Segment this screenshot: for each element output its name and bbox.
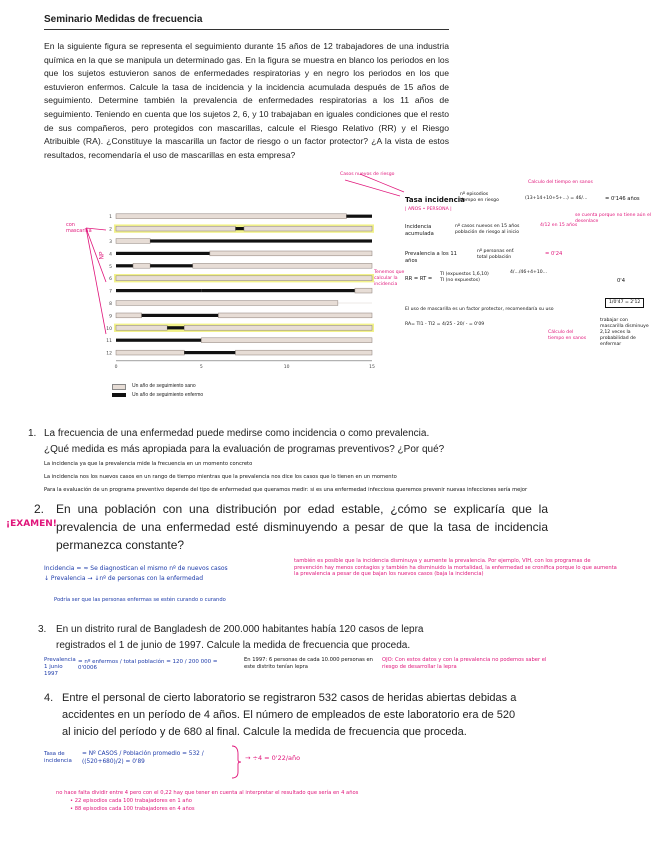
question-3-number: 3.: [38, 624, 47, 635]
mag-note-top: Calculo del tiempo en sanos: [528, 180, 593, 185]
question-2: [34, 500, 548, 554]
q4-mag-result: → ÷4 = 0'22/año: [245, 754, 301, 762]
sick-segment: [346, 215, 372, 218]
tasa-formula-top: nº episodios tiempo en riesgo: [460, 192, 499, 203]
subject-row-12: [106, 350, 372, 356]
q3-mag-note: OJO: Con estos datos y con la prevalencia no podemos saber el riesgo de desarrollar la lepra: [382, 657, 547, 670]
healthy-segment: [218, 313, 372, 318]
q2-hand-1: Incidencia = ≈ Se diagnostican el mismo nº de nuevos casos: [44, 565, 228, 572]
rr-formula: TI (expuestos 1,6,10) TI (no expuestos): [440, 272, 489, 283]
q1-answer-1: La incidencia ya que la prevalencia mide la frecuencia en un momento concreto: [44, 461, 253, 467]
subject-row-1: [109, 214, 372, 220]
x-tick-label: 10: [283, 364, 290, 370]
q4-mag-note-2: • 22 episodios cada 100 trabajadores en 1 año: [70, 798, 192, 804]
question-2-text: En una población con una distribución por edad estable, ¿cómo se explicaría que la prevalencia de una enfermedad esté disminuyendo a pesar de que la tasa de incidencia permanezca constante?: [56, 502, 548, 552]
mascarilla-conclusion: El uso de mascarilla es un factor protector, recomendaría su uso: [405, 307, 554, 312]
sick-segment: [116, 339, 201, 342]
healthy-segment: [355, 288, 372, 293]
ra-note: trabajar con mascarilla disminuye 2,12 veces la probabilidad de enfermar: [600, 318, 649, 347]
subject-row-2: [109, 224, 374, 232]
sick-segment: [235, 227, 244, 230]
legend-healthy-label: Un año de seguimiento sano: [132, 383, 196, 389]
question-3-text: En un distrito rural de Bangladesh de 200.000 habitantes había 120 casos de lepra registrados el 1 de junio de 1997. Calcule la medida de frecuencia que proceda.: [56, 624, 424, 651]
title-divider: [44, 29, 449, 30]
mag-note-calc: Cálculo del tiempo en sanos: [548, 330, 587, 341]
row-label: 12: [106, 351, 112, 357]
q2-blue-answer: Podría ser que las personas enfermas se estén curando o curando: [54, 597, 226, 603]
prevalencia-label: Prevalencia a los 11 años: [405, 251, 457, 264]
sick-segment: [116, 264, 133, 267]
question-1-text: La frecuencia de una enfermedad puede medirse como incidencia o como prevalencia. ¿Qué medida es más apropiada para la evaluación de programas preventivos? ¿Por qué?: [44, 428, 445, 455]
legend-sick-swatch: [112, 393, 126, 397]
question-1: [28, 426, 449, 457]
rr-result: 0'4: [617, 278, 626, 284]
q3-hand-eq: = nº enfermos / total población = 120 / 200 000 = 0'0006: [78, 659, 218, 671]
rr-formula-den: 4/.../46+4+10...: [510, 270, 548, 275]
q3-black-note: En 1997: 6 personas de cada 10.000 personas en este distrito tenían lepra: [244, 657, 373, 670]
sick-segment: [167, 326, 184, 329]
sick-segment: [201, 289, 355, 292]
subject-row-4: [109, 251, 372, 257]
row-label: 9: [109, 314, 112, 320]
healthy-segment: [116, 239, 150, 244]
q4-mag-note-3: • 88 episodios cada 100 trabajadores en 4 años: [70, 806, 195, 812]
incid-acum-result: 4/12 en 15 años: [540, 223, 578, 228]
subject-row-8: [109, 301, 372, 307]
tasa-sub-label: | AÑOS • PERSONA |: [405, 207, 452, 212]
row-label: 1: [109, 215, 112, 221]
question-4: [44, 690, 522, 741]
q4-mag-note-1: no hace falta dividir entre 4 pero con el 0,22 hay que tener en cuenta al interpretar el resultado que sería en 4 años: [56, 790, 359, 796]
mag-note-left-top: Casos nuevos de riesgo: [340, 172, 395, 177]
figure-axis: [115, 361, 375, 370]
healthy-segment: [116, 325, 167, 330]
healthy-segment: [244, 226, 372, 231]
q2-mag-answer: también es posible que la incidencia disminuya y aumente la prevalencia. Por ejemplo, VIH, con los programas de prevención hay menos contagios y también ha disminuido la mortalidad, la enfermedad se cronifica porque lo que aumenta la prevalencia a pesar de que bajan los nuevos casos (baja la incidencia): [294, 558, 617, 578]
q4-brace: [230, 744, 242, 780]
q4-hand-eq: = Nº CASOS / Población promedio = 532 / ((520+680)/2) = 0'89: [82, 751, 204, 765]
question-4-text: Entre el personal de cierto laboratorio se registraron 532 casos de heridas abiertas debidas a accidentes en un período de 4 años. El número de empleados de este laboratorio era de 520 al inicio del período y de 680 al final. Calcule la medida de frecuencia que proceda.: [62, 692, 517, 738]
healthy-segment: [193, 263, 372, 268]
q4-mag-note-3-text: 88 episodios cada 100 trabajadores en 4 años: [74, 806, 195, 812]
sick-segment: [150, 264, 193, 267]
page-title: Seminario Medidas de frecuencia: [44, 14, 203, 25]
tasa-formula-den: (13+14+10+5+...) = 46/...: [525, 196, 588, 201]
subject-row-3: [109, 239, 372, 245]
sick-segment: [116, 289, 201, 292]
x-tick-label: 5: [199, 364, 203, 370]
healthy-segment: [116, 276, 372, 281]
tasa-result: = 0'146 años: [605, 196, 640, 202]
subject-row-5: [109, 263, 372, 269]
q1-answer-3: Para la evaluación de un programa preventivo depende del tipo de enfermedad que queramos medir: si es una enfermedad infecciosa queremos prevenir nuevas infecciones sería mejor: [44, 487, 528, 493]
rr-boxed: 1/0'47 = 2'12: [605, 298, 644, 308]
healthy-segment: [116, 226, 235, 231]
mag-note-left-mid: Tenemos que calcular la incidencia: [374, 270, 405, 287]
prevalencia-result: = 0'24: [545, 251, 563, 257]
row-label: 5: [109, 264, 112, 270]
q4-mag-note-2-text: 22 episodios cada 100 trabajadores en 1 año: [74, 798, 192, 804]
healthy-segment: [116, 350, 184, 355]
row-label: 10: [106, 326, 112, 332]
incid-acum-formula: nº casos nuevos en 15 años población de riesgo al inicio: [455, 224, 520, 235]
sick-segment: [184, 351, 235, 354]
np-note: NP: [98, 251, 106, 260]
question-4-number: 4.: [44, 692, 54, 704]
sick-segment: [150, 239, 372, 242]
healthy-segment: [184, 325, 372, 330]
ra-formula: RA= TI1 - TI2 = 4/25 - 20/ - = 0'09: [405, 322, 485, 327]
mag-note-right-1: se cuenta porque no tiene aún el desenlace: [575, 213, 652, 224]
healthy-segment: [201, 338, 372, 343]
healthy-segment: [235, 350, 372, 355]
legend-sick-label: Un año de seguimiento enfermo: [132, 392, 204, 398]
sick-segment: [142, 314, 219, 317]
intro-paragraph: En la siguiente figura se representa el seguimiento durante 15 años de 12 trabajadores de una industria química en la que se manipula un determinado gas. En la figura se muestra en blanco los periodos en los que los sujetos estuvieron sanos de enfermedades respiratorias y en negro los periodos en los que estuvieron enfermos. Calcule la tasa de incidencia y la incidencia acumulada después de 15 años de seguimiento. Determine también la prevalencia de enfermedades respiratorias a los 11 años de seguimiento. Teniendo en cuenta que los sujetos 2, 6, y 10 trabajaban en iguales condiciones que el resto de sus compañeros, pero protegidos con mascarillas, calcule el Riesgo Relativo (RR) y el Riesgo Atribuible (RA). ¿Constituye la mascarilla un factor de riesgo o un factor protector? ¿A la vista de estos resultados, recomendaría el uso de mascarillas en esta empresa?: [44, 41, 449, 160]
subject-row-10: [106, 324, 374, 332]
subject-row-6: [109, 274, 374, 282]
row-label: 8: [109, 302, 112, 307]
q1-answer-2: La incidencia nos los nuevos casos en un rango de tiempo mientras que la prevalencia nos dice los casos que lo tienen en un momento: [44, 474, 397, 480]
row-label: 3: [109, 240, 112, 245]
follow-up-figure: [100, 188, 400, 403]
prevalencia-formula: nº personas enf. total población: [477, 249, 515, 260]
healthy-segment: [210, 251, 372, 256]
rr-label: RR = RT =: [405, 276, 433, 282]
question-1-number: 1.: [28, 428, 37, 439]
healthy-segment: [116, 214, 346, 219]
subject-row-11: [106, 338, 372, 344]
q2-hand-2: ↓ Prevalencia → ↓nº de personas con la enfermedad: [44, 575, 204, 582]
mask-note: con mascarilla: [66, 222, 92, 234]
row-label: 7: [109, 289, 112, 295]
x-tick-label: 15: [369, 364, 375, 370]
healthy-segment: [116, 301, 338, 306]
row-label: 6: [109, 277, 112, 283]
question-2-number: 2.: [34, 502, 45, 516]
incid-acum-label: Incidencia acumulada: [405, 224, 434, 237]
subject-row-9: [109, 313, 372, 319]
sick-segment: [116, 252, 210, 255]
mag-arrows-top: [340, 170, 420, 210]
subject-row-7: [109, 288, 372, 294]
x-tick-label: 0: [114, 364, 118, 370]
tasa-heading: Tasa incidencia: [405, 196, 465, 204]
figure-rows: [106, 214, 374, 357]
examen-badge: ¡EXAMEN!: [6, 519, 57, 529]
q3-hand-label: Prevalencia 1 junio 1997: [44, 657, 76, 677]
q4-hand-label: Tasa de incidencia: [44, 751, 72, 764]
healthy-segment: [133, 263, 150, 268]
legend-healthy-swatch: [112, 384, 126, 390]
row-label: 4: [109, 252, 112, 258]
question-3: [38, 622, 461, 653]
row-label: 11: [106, 339, 112, 345]
healthy-segment: [116, 313, 142, 318]
row-label: 2: [109, 227, 112, 233]
